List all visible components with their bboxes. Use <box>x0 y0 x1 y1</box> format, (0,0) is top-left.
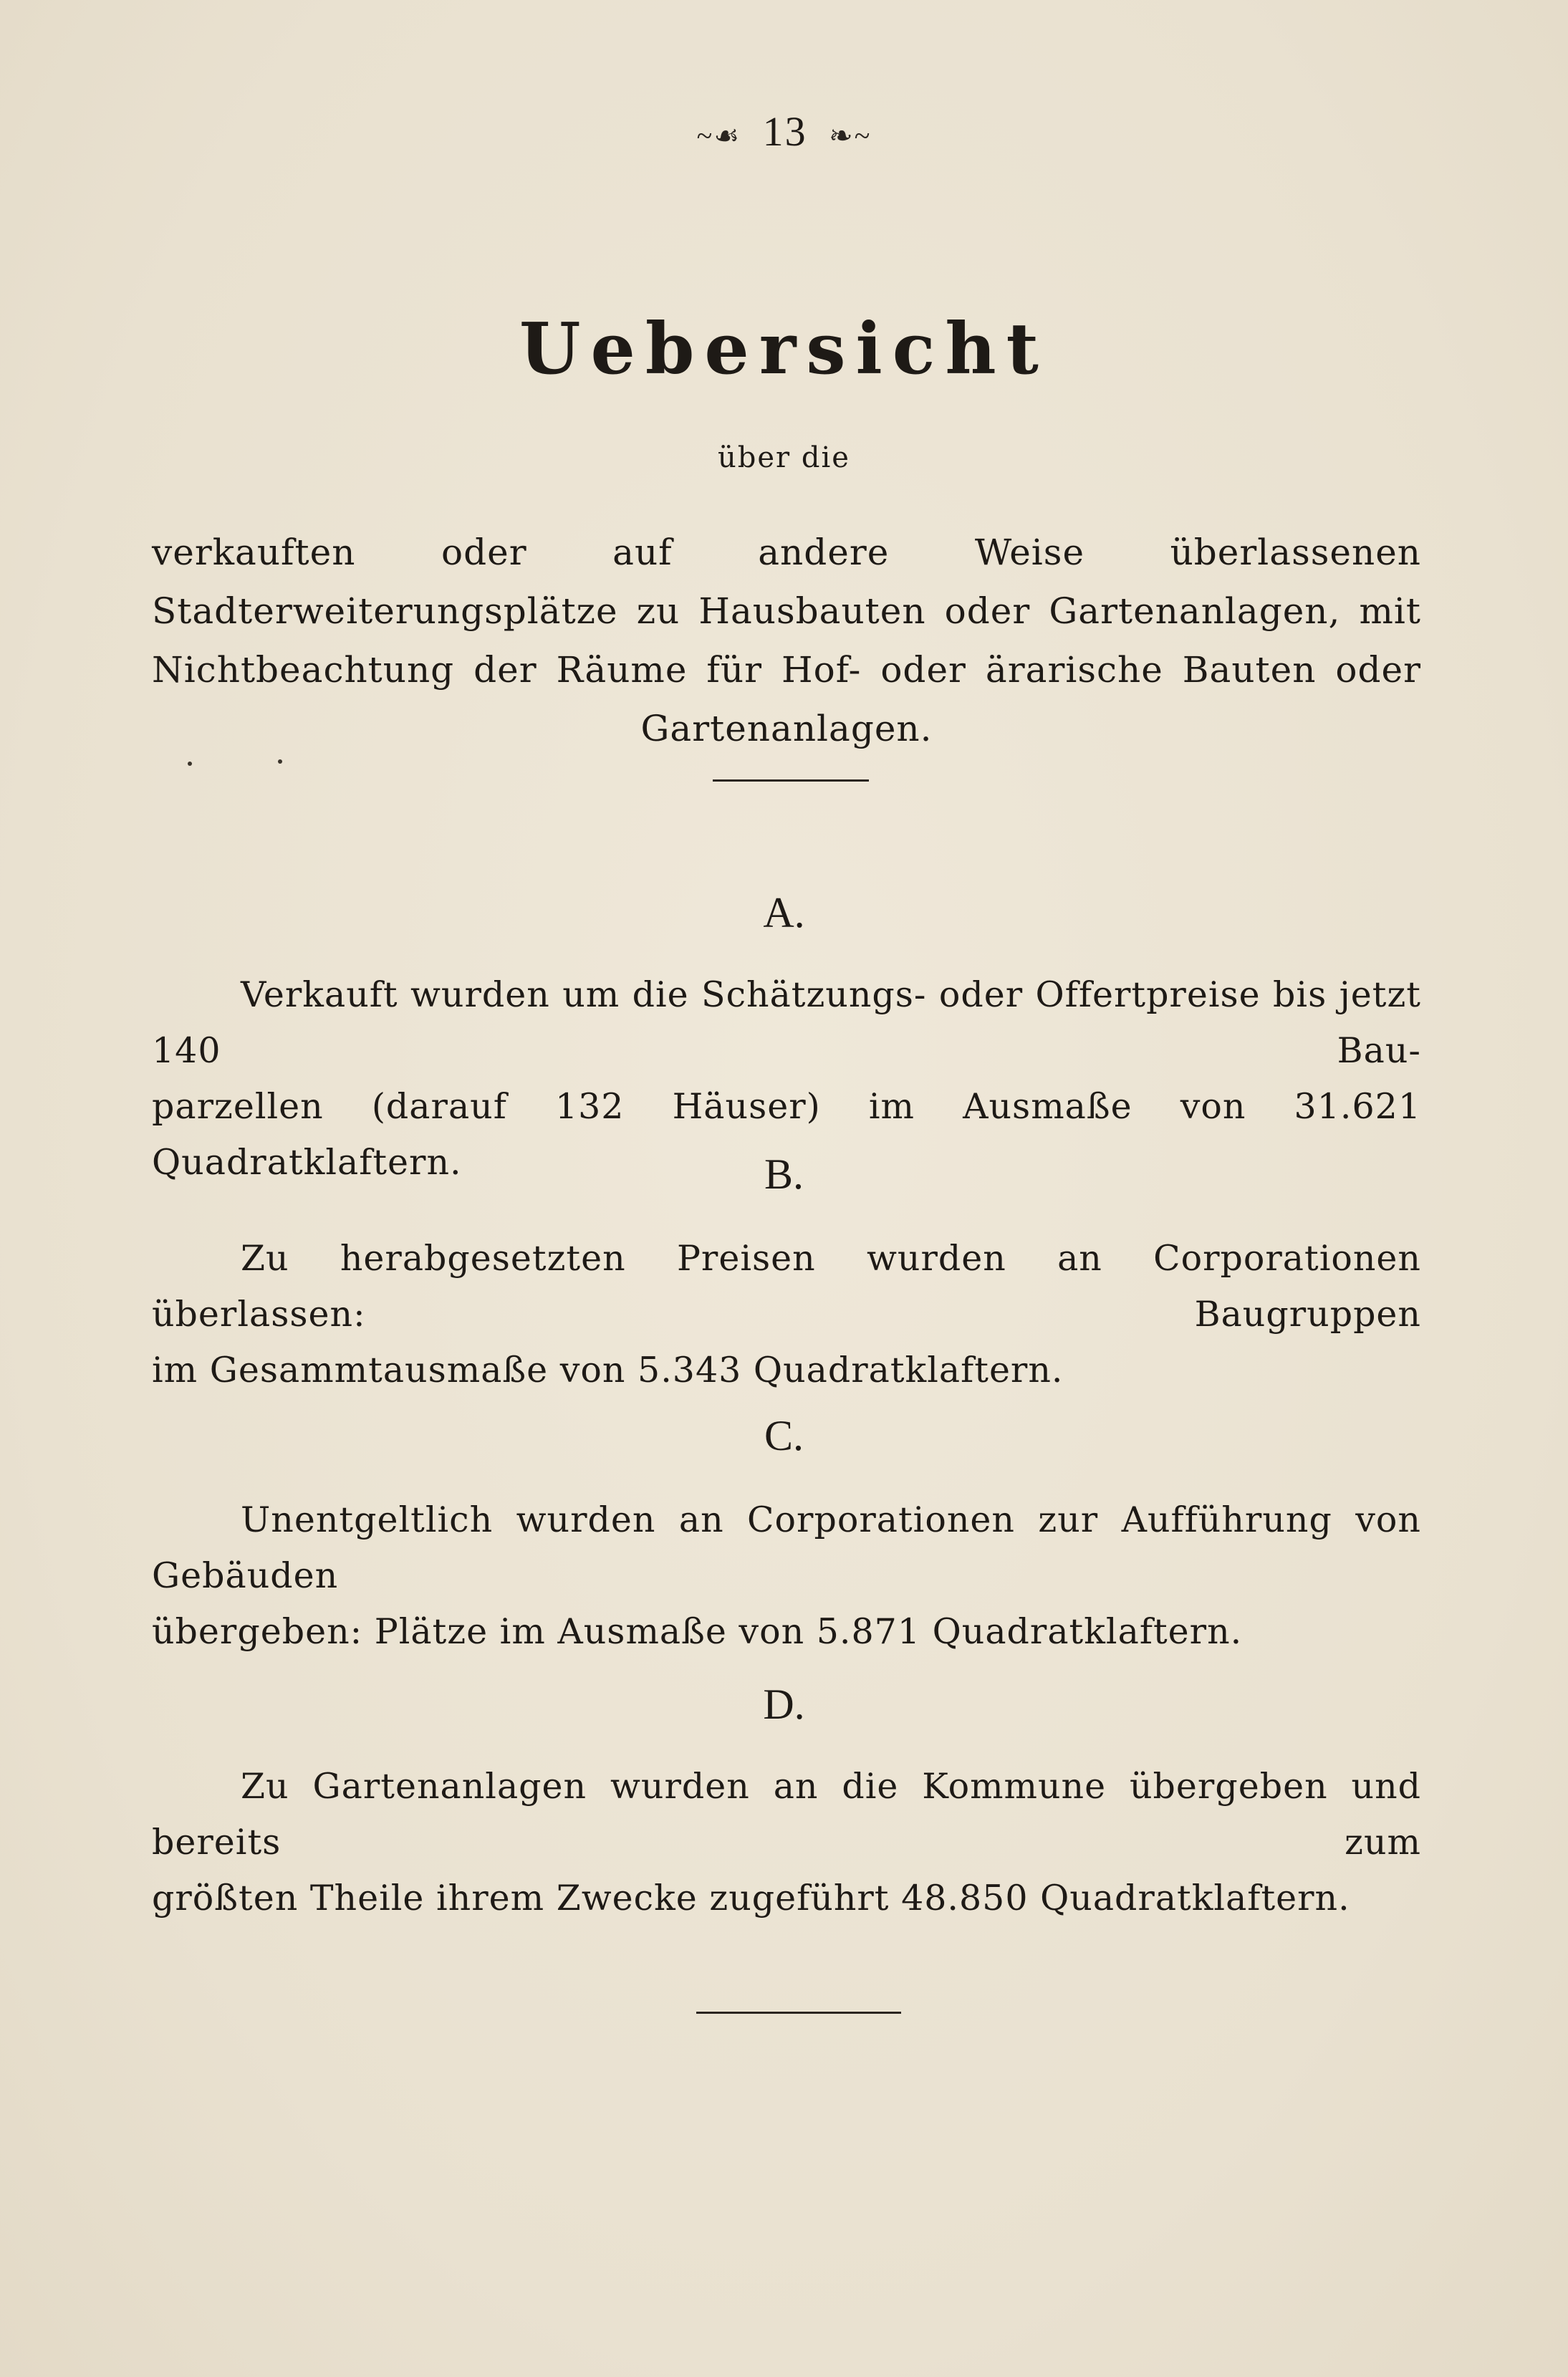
section-b-letter: B. <box>764 1151 804 1198</box>
print-speck <box>188 762 192 766</box>
section-a-line-1: Verkauft wurden um die Schätzungs- oder Offertpreise bis jetzt 140 Bau- <box>152 974 1421 1071</box>
section-c-letter: C. <box>764 1412 804 1459</box>
page-number: 13 <box>762 108 807 155</box>
section-d-letter: D. <box>763 1681 805 1728</box>
section-b-line-2: im Gesammtausmaße von 5.343 Quadratklaftern. <box>152 1350 1064 1391</box>
section-c-paragraph <box>152 1492 1421 1660</box>
section-a-letter: A. <box>763 889 805 936</box>
page-title: Uebersicht <box>519 308 1049 390</box>
print-speck <box>278 759 282 764</box>
divider-bottom <box>696 2012 901 2014</box>
section-c-line-1: Unentgeltlich wurden an Corporationen zur Aufführung von Gebäuden <box>152 1499 1421 1596</box>
right-ornament-icon: ❧~ <box>829 120 872 152</box>
section-d-line-1: Zu Gartenanlagen wurden an die Kommune übergeben und bereits zum <box>152 1766 1421 1863</box>
left-ornament-icon: ~☙ <box>696 120 741 152</box>
intro-paragraph: verkauften oder auf andere Weise überlassenen Stadterweiterungsplätze zu Hausbauten oder Gartenanlagen, mit Nichtbeachtung der Räume für Hof- oder ärarische Bauten oder Gartenanlagen. <box>152 532 1421 749</box>
section-c-line-2: übergeben: Plätze im Ausmaße von 5.871 Quadratklaftern. <box>152 1611 1243 1652</box>
section-b-line-1: Zu herabgesetzten Preisen wurden an Corporationen überlassen: Baugruppen <box>152 1238 1421 1335</box>
section-b-paragraph <box>152 1231 1421 1398</box>
section-d-paragraph <box>152 1759 1421 1926</box>
section-d-line-2: größten Theile ihrem Zwecke zugeführt 48.850 Quadratklaftern. <box>152 1878 1350 1919</box>
section-a-line-2: parzellen (darauf 132 Häuser) im Ausmaße von 31.621 Quadratklaftern. <box>152 1086 1421 1183</box>
page-number-header <box>0 107 1568 155</box>
divider-top <box>713 779 869 782</box>
page-subtitle: über die <box>718 441 850 474</box>
